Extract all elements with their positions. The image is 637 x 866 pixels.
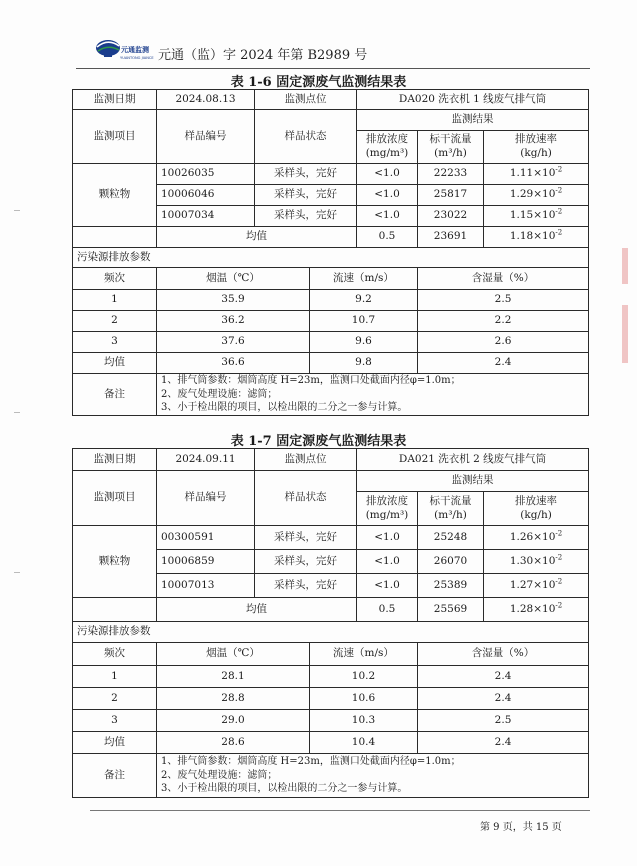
avg-conc: 0.5 [357, 227, 418, 248]
rate-header: 排放速率 (kg/h) [484, 492, 589, 526]
params-label: 污染源排放参数 [73, 622, 589, 643]
table-row [73, 374, 589, 416]
velocity: 10.3 [310, 710, 418, 732]
velocity: 10.7 [310, 311, 418, 332]
velocity: 10.2 [310, 666, 418, 688]
header-divider [76, 68, 590, 69]
scan-mark [14, 572, 20, 573]
table-row [73, 732, 589, 754]
table-row [73, 471, 589, 492]
sample-state: 采样头，完好 [255, 526, 357, 550]
table-row [73, 90, 589, 110]
moisture-avg: 2.4 [418, 353, 589, 374]
footer-divider [90, 810, 590, 811]
page-number: 第 9 页，共 15 页 [480, 822, 562, 833]
flow-value: 23022 [418, 206, 484, 227]
table-row [73, 688, 589, 710]
document-header [95, 34, 595, 68]
velocity-avg: 10.4 [310, 732, 418, 754]
temp-label: 烟温（℃） [157, 643, 310, 666]
flow-value: 25389 [418, 574, 484, 598]
moisture-avg: 2.4 [418, 732, 589, 754]
remarks-label: 备注 [73, 754, 157, 798]
rate-value: $1.29\times 10^{-2}$ [484, 185, 589, 206]
seal-edge-mark [622, 305, 628, 363]
remark-line: 3、小于检出限的项目，以检出限的二分之一参与计算。 [161, 402, 408, 414]
table-row [73, 353, 589, 374]
freq: 1 [73, 666, 157, 688]
sample-no: 10006046 [157, 185, 255, 206]
result-label: 监测结果 [357, 471, 589, 492]
scan-mark [14, 210, 20, 211]
seal-edge-mark [622, 248, 628, 284]
table-row [73, 248, 589, 268]
table-row [73, 332, 589, 353]
remark-line: 3、小于检出限的项目，以检出限的二分之一参与计算。 [161, 783, 408, 795]
velocity: 9.6 [310, 332, 418, 353]
velocity-label: 流速（m/s） [310, 643, 418, 666]
rate-value: $1.15\times 10^{-2}$ [484, 206, 589, 227]
temp: 36.2 [157, 311, 310, 332]
item-label: 监测项目 [73, 471, 157, 526]
freq: 3 [73, 332, 157, 353]
remarks [157, 754, 589, 798]
blank-cell [73, 227, 157, 248]
avg-label: 均值 [157, 227, 357, 248]
temp: 28.1 [157, 666, 310, 688]
table-1-6-title: 表 1-6 固定源废气监测结果表 [230, 75, 407, 90]
freq-avg: 均值 [73, 353, 157, 374]
document-number: 元通（监）字 2024 年第 B2989 号 [158, 48, 368, 63]
flow-header: 标干流量 (m³/h) [418, 492, 484, 526]
remark-line: 2、废气处理设施：滤筒； [161, 769, 278, 781]
rate-value: $1.30\times 10^{-2}$ [484, 550, 589, 574]
conc-value: <1.0 [357, 574, 418, 598]
sample-state: 采样头，完好 [255, 206, 357, 227]
sample-state: 采样头，完好 [255, 574, 357, 598]
result-label: 监测结果 [357, 110, 589, 131]
table-row [73, 526, 589, 550]
temp: 28.8 [157, 688, 310, 710]
sample-no: 10007013 [157, 574, 255, 598]
scan-mark [14, 412, 20, 413]
sample-state-label: 样品状态 [255, 110, 357, 164]
conc-header: 排放浓度 (mg/m³) [357, 492, 418, 526]
remark-line: 1、排气筒参数：烟筒高度 H=23m，监测口处截面内径φ=1.0m； [161, 756, 461, 768]
sample-state-label: 样品状态 [255, 471, 357, 526]
conc-header: 排放浓度 (mg/m³) [357, 131, 418, 164]
conc-value: <1.0 [357, 526, 418, 550]
table-row [73, 311, 589, 332]
avg-label: 均值 [157, 598, 357, 622]
table-row [73, 598, 589, 622]
avg-flow: 25569 [418, 598, 484, 622]
item-name: 颗粒物 [73, 526, 157, 598]
moisture: 2.4 [418, 688, 589, 710]
item-label: 监测项目 [73, 110, 157, 164]
params-label: 污染源排放参数 [73, 248, 589, 268]
sample-state: 采样头，完好 [255, 550, 357, 574]
table-1-6 [72, 89, 589, 416]
blank-cell [73, 598, 157, 622]
table-row [73, 227, 589, 248]
flow-header: 标干流量 (m³/h) [418, 131, 484, 164]
table-row [73, 754, 589, 798]
freq: 2 [73, 688, 157, 710]
temp: 37.6 [157, 332, 310, 353]
point-label: 监测点位 [255, 90, 357, 110]
moisture: 2.4 [418, 666, 589, 688]
date-value: 2024.09.11 [157, 449, 255, 471]
conc-value: <1.0 [357, 206, 418, 227]
table-row [73, 290, 589, 311]
temp-avg: 36.6 [157, 353, 310, 374]
moisture: 2.2 [418, 311, 589, 332]
sample-state: 采样头，完好 [255, 185, 357, 206]
velocity: 10.6 [310, 688, 418, 710]
sample-no: 10007034 [157, 206, 255, 227]
date-label: 监测日期 [73, 90, 157, 110]
rate-value: $1.11\times 10^{-2}$ [484, 164, 589, 185]
conc-value: <1.0 [357, 185, 418, 206]
freq: 3 [73, 710, 157, 732]
freq-label: 频次 [73, 268, 157, 290]
moisture-label: 含湿量（%） [418, 268, 589, 290]
moisture-label: 含湿量（%） [418, 643, 589, 666]
avg-flow: 23691 [418, 227, 484, 248]
date-value: 2024.08.13 [157, 90, 255, 110]
conc-value: <1.0 [357, 550, 418, 574]
date-label: 监测日期 [73, 449, 157, 471]
remarks [157, 374, 589, 416]
table-row [73, 710, 589, 732]
table-row [73, 110, 589, 131]
avg-conc: 0.5 [357, 598, 418, 622]
freq-avg: 均值 [73, 732, 157, 754]
sample-no: 10026035 [157, 164, 255, 185]
table-row [73, 164, 589, 185]
conc-value: <1.0 [357, 164, 418, 185]
table-row [73, 268, 589, 290]
freq: 1 [73, 290, 157, 311]
rate-value: $1.26\times 10^{-2}$ [484, 526, 589, 550]
point-value: DA021 洗衣机 2 线废气排气筒 [357, 449, 589, 471]
remark-line: 1、排气筒参数：烟筒高度 H=23m，监测口处截面内径φ=1.0m； [161, 375, 461, 387]
moisture: 2.5 [418, 290, 589, 311]
avg-rate: $1.28\times 10^{-2}$ [484, 598, 589, 622]
flow-value: 25817 [418, 185, 484, 206]
table-row [73, 666, 589, 688]
table-1-7 [72, 448, 589, 798]
flow-value: 22233 [418, 164, 484, 185]
freq-label: 频次 [73, 643, 157, 666]
moisture: 2.6 [418, 332, 589, 353]
rate-value: $1.27\times 10^{-2}$ [484, 574, 589, 598]
avg-rate: $1.18\times 10^{-2}$ [484, 227, 589, 248]
sample-no-label: 样品编号 [157, 471, 255, 526]
flow-value: 26070 [418, 550, 484, 574]
point-label: 监测点位 [255, 449, 357, 471]
freq: 2 [73, 311, 157, 332]
velocity-avg: 9.8 [310, 353, 418, 374]
temp-avg: 28.6 [157, 732, 310, 754]
remark-line: 2、废气处理设施：滤筒； [161, 388, 278, 400]
table-row [73, 622, 589, 643]
remarks-label: 备注 [73, 374, 157, 416]
flow-value: 25248 [418, 526, 484, 550]
temp-label: 烟温（℃） [157, 268, 310, 290]
sample-no-label: 样品编号 [157, 110, 255, 164]
logo-subtext: YUANTONG JIANCE [120, 56, 154, 60]
velocity-label: 流速（m/s） [310, 268, 418, 290]
table-row [73, 449, 589, 471]
point-value: DA020 洗衣机 1 线废气排气筒 [357, 90, 589, 110]
sample-no: 00300591 [157, 526, 255, 550]
rate-header: 排放速率 (kg/h) [484, 131, 589, 164]
temp: 29.0 [157, 710, 310, 732]
sample-state: 采样头，完好 [255, 164, 357, 185]
temp: 35.9 [157, 290, 310, 311]
logo-text: 元通监测 [121, 46, 149, 54]
table-1-7-title: 表 1-7 固定源废气监测结果表 [230, 434, 407, 449]
velocity: 9.2 [310, 290, 418, 311]
item-name: 颗粒物 [73, 164, 157, 227]
moisture: 2.5 [418, 710, 589, 732]
table-row [73, 643, 589, 666]
sample-no: 10006859 [157, 550, 255, 574]
